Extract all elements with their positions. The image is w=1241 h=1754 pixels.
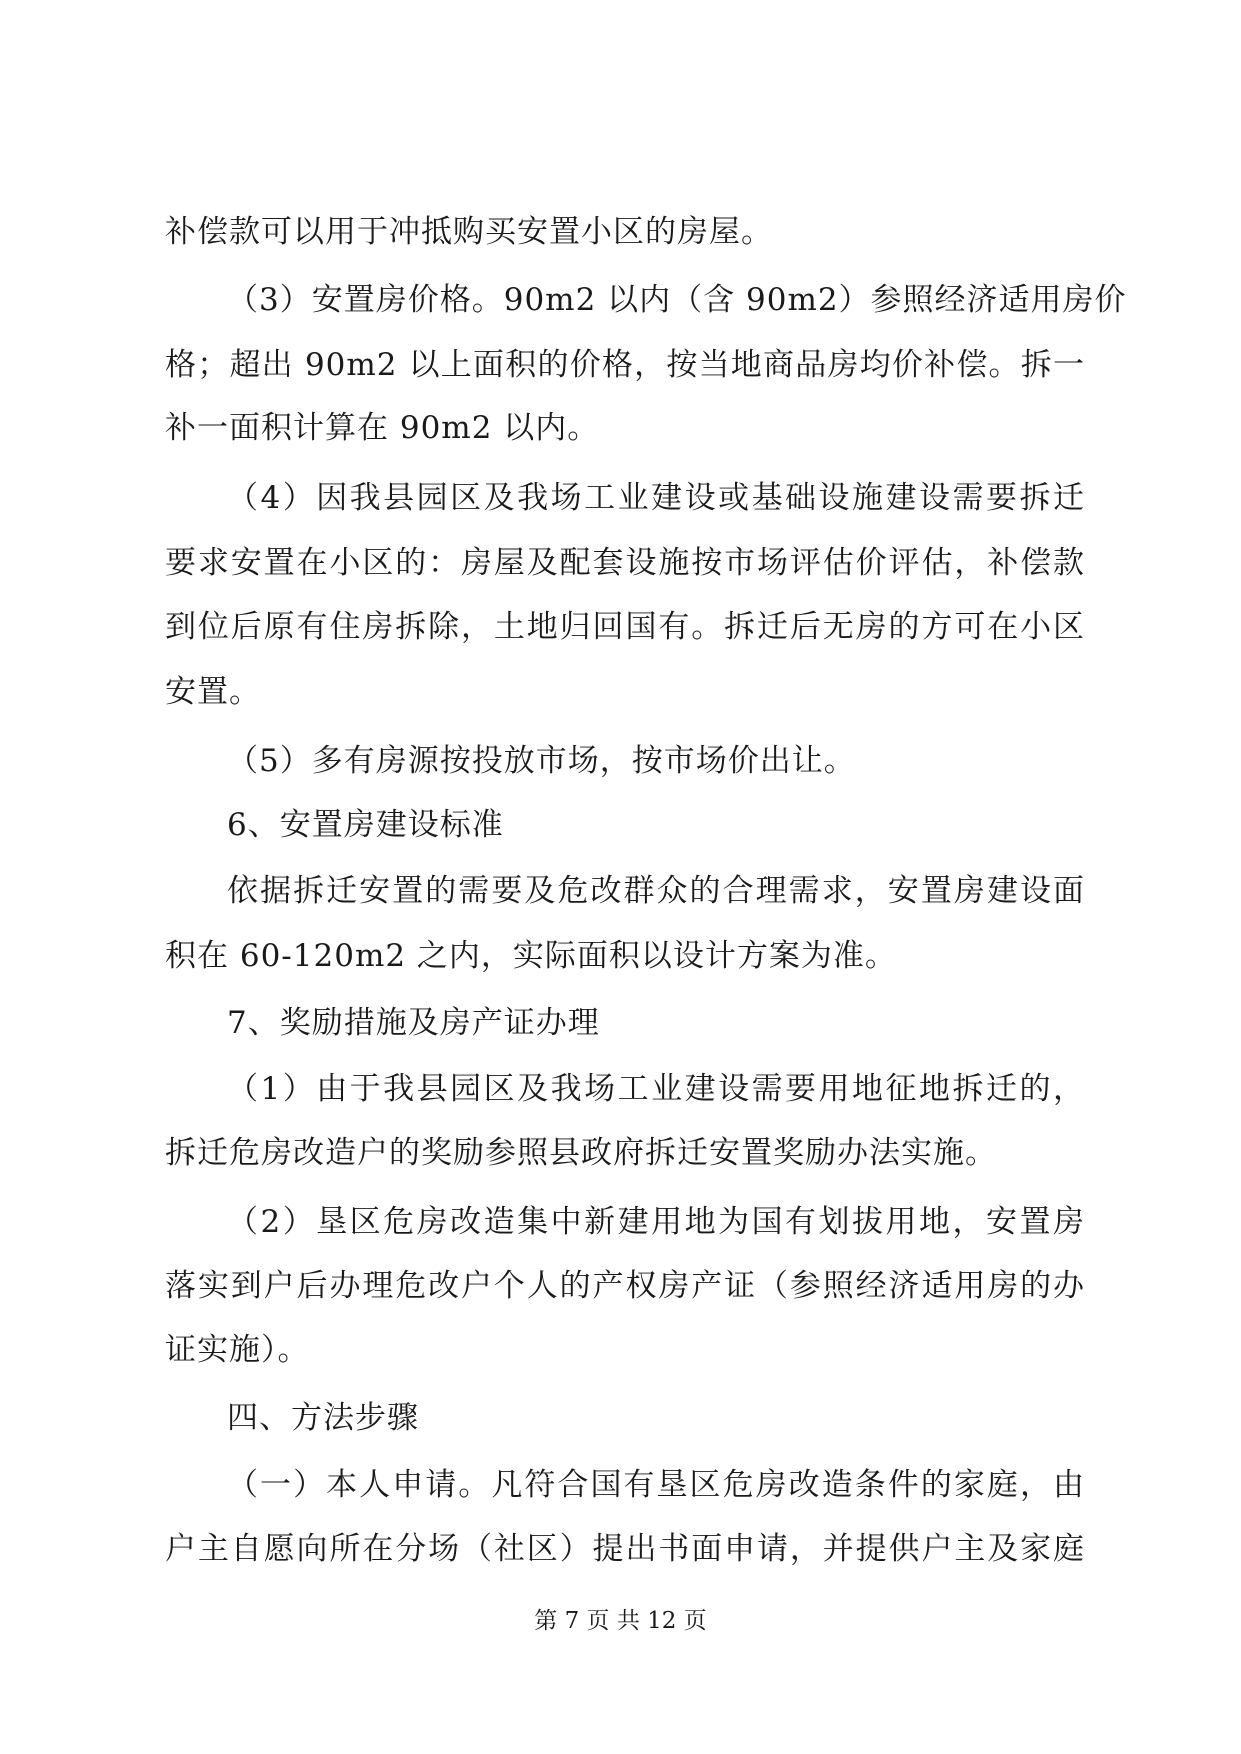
text-line: 补一面积计算在 90m2 以内。 — [165, 410, 600, 446]
section-heading: 四、方法步骤 — [227, 1400, 419, 1436]
text-line: 积在 60-120m2 之内，实际面积以设计方案为准。 — [165, 938, 897, 974]
text-line: 落实到户后办理危改户个人的产权房产证（参照经济适用房的办 — [165, 1268, 1085, 1304]
text-line: （1）由于我县园区及我场工业建设需要用地征地拆迁的， — [227, 1071, 1085, 1107]
text-line: 格；超出 90m2 以上面积的价格，按当地商品房均价补偿。拆一 — [165, 347, 1085, 383]
page-number-footer: 第 7 页 共 12 页 — [534, 1608, 707, 1634]
text-line: 补偿款可以用于冲抵购买安置小区的房屋。 — [165, 214, 773, 250]
text-line: （2）垦区危房改造集中新建用地为国有划拔用地，安置房 — [227, 1204, 1085, 1240]
text-line: 户主自愿向所在分场（社区）提出书面申请，并提供户主及家庭 — [165, 1531, 1085, 1567]
section-heading: 6、安置房建设标准 — [227, 807, 504, 843]
text-line: （5）多有房源按投放市场，按市场价出让。 — [227, 743, 856, 779]
text-line: 证实施）。 — [165, 1332, 310, 1368]
text-line: （3）安置房价格。90m2 以内（含 90m2）参照经济适用房价 — [227, 282, 1127, 318]
section-heading: 7、奖励措施及房产证办理 — [227, 1005, 600, 1041]
text-line: 依据拆迁安置的需要及危改群众的合理需求，安置房建设面 — [227, 873, 1085, 909]
text-line: 安置。 — [165, 674, 261, 710]
text-line: 到位后原有住房拆除，土地归回国有。拆迁后无房的方可在小区 — [165, 609, 1085, 645]
text-line: 要求安置在小区的：房屋及配套设施按市场评估价评估，补偿款 — [165, 545, 1085, 581]
text-line: 拆迁危房改造户的奖励参照县政府拆迁安置奖励办法实施。 — [165, 1135, 997, 1171]
text-line: （4）因我县园区及我场工业建设或基础设施建设需要拆迁 — [227, 480, 1085, 516]
text-line: （一）本人申请。凡符合国有垦区危房改造条件的家庭，由 — [227, 1467, 1085, 1503]
